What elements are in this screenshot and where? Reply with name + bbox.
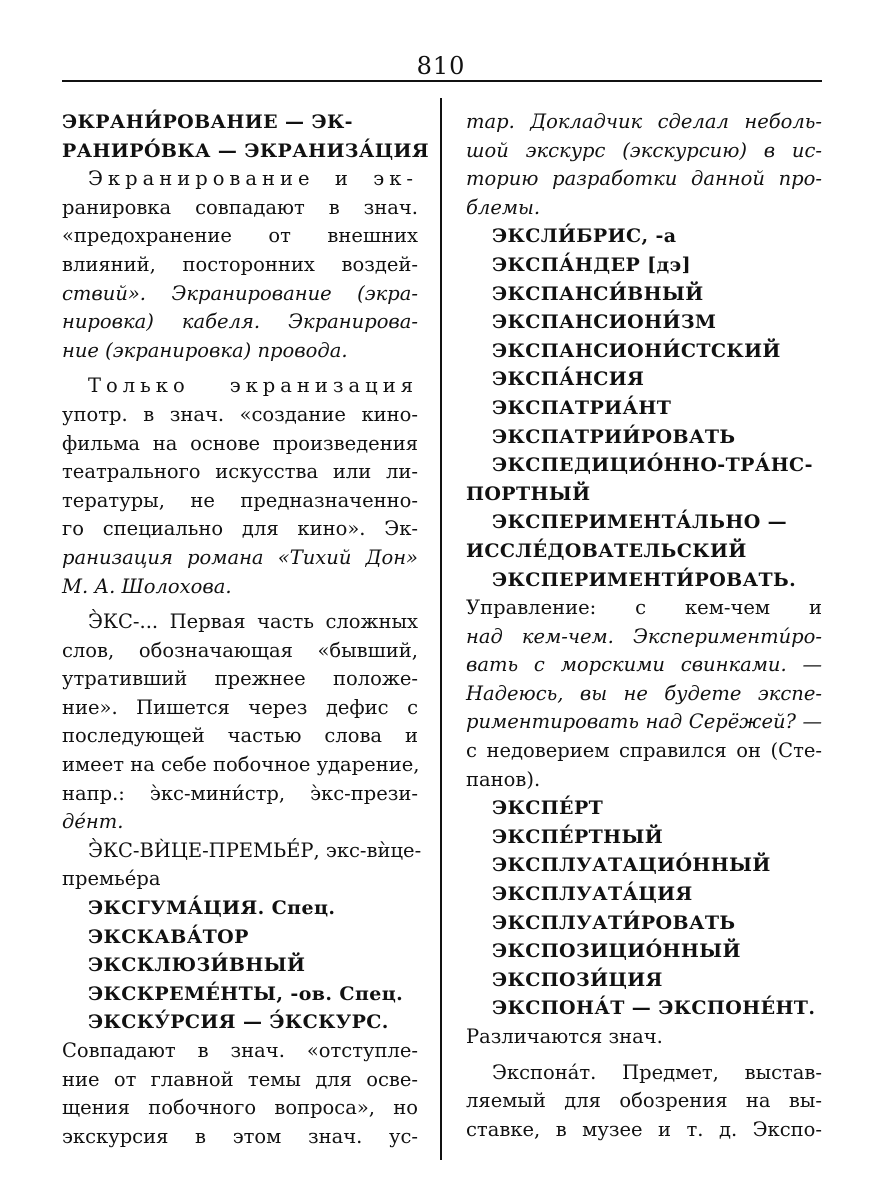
headword-line: ЭКСПАТРИА́НТ <box>492 396 672 419</box>
text-line: имеет на себе побочное ударение, <box>62 753 420 777</box>
text-line: ранировка совпадают в знач. <box>62 195 418 219</box>
text-line: Экранирование и эк- <box>88 167 418 191</box>
headword-line: ЭКСПАНСИОНИ́ЗМ <box>492 311 717 334</box>
text-line: театрального искусства или ли- <box>62 460 418 484</box>
headword-line: ИССЛЕ́ДОВАТЕЛЬСКИЙ <box>466 539 747 562</box>
headword-line: ЭКСПЕДИЦИО́ННО-ТРА́НС- <box>492 454 813 477</box>
page-number: 810 <box>416 52 466 80</box>
left-column <box>62 108 430 1151</box>
text-line: фильма на основе произведения <box>62 431 418 455</box>
paragraph-gap <box>62 601 418 608</box>
text-line: блемы. <box>466 195 541 219</box>
text-line: риментировать над Серёжей? — <box>466 710 822 734</box>
headword-line: ЭКСПОЗИЦИО́ННЫЙ <box>492 940 741 963</box>
text-line: ние». Пишется через дефис с <box>62 695 418 719</box>
text-line: слов, обозначающая «бывший, <box>62 638 418 662</box>
text-line: Различаются знач. <box>466 1025 663 1048</box>
headword-line: ЭКСПЕРИМЕНТА́ЛЬНО — <box>492 511 788 534</box>
text-line: щения побочного вопроса», но <box>62 1096 418 1120</box>
headword-line: ЭКСЛИ́БРИС, -а <box>492 225 677 248</box>
text-line: «предохранение от внешних <box>62 224 418 248</box>
headword-line: ЭКСПАТРИИ́РОВАТЬ <box>492 425 736 448</box>
text-line: Только экранизация <box>88 374 418 398</box>
text-line: шой экскурс (экскурсию) в ис- <box>466 138 822 162</box>
headword-line: РАНИРО́ВКА — ЭКРАНИЗА́ЦИЯ <box>62 139 430 162</box>
text-line: Совпадают в знач. «отступле- <box>62 1039 418 1062</box>
text-line: премье́ра <box>62 867 161 891</box>
headword-line: ЭКСПЕ́РТНЫЙ <box>492 825 664 848</box>
headword-line: ЭКСКЛЮЗИ́ВНЫЙ <box>88 954 306 977</box>
paragraph-gap <box>466 1052 822 1059</box>
headword-line: ЭКСПАНСИ́ВНЫЙ <box>492 282 704 305</box>
headword-line: ЭКСКУ́РСИЯ — Э́КСКУРС. <box>88 1011 389 1034</box>
text-line: вать с морскими свинками. — <box>466 653 822 677</box>
text-line: ставке, в музее и т. д. Экспо- <box>466 1117 822 1141</box>
text-line: ние (экранировка) провода. <box>62 338 348 362</box>
headword-line: ЭКСПАНСИОНИ́СТСКИЙ <box>492 339 781 362</box>
text-line: ляемый для обозрения на вы- <box>466 1089 822 1113</box>
text-line: Надеюсь, вы не будете экспе- <box>466 681 822 705</box>
headword-line: ЭКСПЛУАТИ́РОВАТЬ <box>492 911 736 934</box>
text-line: последующей частью слова и <box>62 724 418 748</box>
text-line: Управление: с кем-чем и <box>466 596 822 620</box>
text-line: Экспона́т. Предмет, выстав- <box>492 1060 822 1084</box>
headword-line: ЭКСПЛУАТАЦИО́ННЫЙ <box>492 854 771 877</box>
text-line: тературы, не предназначенно- <box>62 488 418 512</box>
text-line: торию разработки данной про- <box>466 167 822 191</box>
headword-line: ПОРТНЫЙ <box>466 482 591 505</box>
headword-line: ЭКСПОЗИ́ЦИЯ <box>492 968 663 991</box>
headword-line: ЭКСПОНА́Т — ЭКСПОНЕ́НТ. <box>492 997 816 1020</box>
text-line: с недоверием справился он (Сте- <box>466 739 822 763</box>
text-line: экскурсия в этом знач. ус- <box>62 1124 418 1148</box>
headword-line: ЭКСКАВА́ТОР <box>88 925 249 948</box>
headword-line: ЭКСПЛУАТА́ЦИЯ <box>492 883 693 906</box>
headword-line: ЭКСПА́НСИЯ <box>492 368 645 391</box>
text-line: тар. Докладчик сделал неболь- <box>466 110 822 133</box>
text-line: ранизация романа «Тихий Дон» <box>62 545 418 569</box>
text-line: ние от главной темы для осве- <box>62 1067 418 1091</box>
header-rule <box>62 80 822 82</box>
headword-line: ЭКСПЕРИМЕНТИ́РОВАТЬ. <box>492 568 797 591</box>
text-line: влияний, посторонних воздей- <box>62 252 418 276</box>
column-divider <box>440 98 442 1160</box>
headword-line: ЭКСПА́НДЕР [дэ] <box>492 253 691 276</box>
text-line: панов). <box>466 767 541 791</box>
text-line: нировка) кабеля. Экранирова- <box>62 310 418 334</box>
right-column <box>466 108 822 1144</box>
text-line: ствий». Экранирование (экра- <box>62 281 418 305</box>
text-line: Э̀КС-ВЍЦЕ-ПРЕМЬЕ́Р, экс-вѝце- <box>88 838 422 862</box>
headword-line: ЭКСКРЕМЕ́НТЫ, -ов. Спец. <box>88 982 404 1005</box>
text-line: напр.: э̀кс-мини́стр, э̀кс-прези- <box>62 781 418 805</box>
text-line: над кем-чем. Эксперименти́ро- <box>466 624 822 648</box>
text-line: М. А. Шолохова. <box>62 574 232 598</box>
headword-line: ЭКРАНИ́РОВАНИЕ — ЭК- <box>62 111 353 133</box>
text-line: употр. в знач. «создание кино- <box>62 402 418 426</box>
text-line: де́нт. <box>62 810 124 834</box>
headword-line: ЭКСПЕ́РТ <box>492 797 604 820</box>
text-line: утративший прежнее положе- <box>62 667 418 691</box>
text-line: го специально для кино». Эк- <box>62 517 418 541</box>
headword-line: ЭКСГУМА́ЦИЯ. Спец. <box>88 897 336 920</box>
paragraph-gap <box>62 365 418 372</box>
text-line: Э̀КС-... Первая часть сложных <box>88 610 418 634</box>
